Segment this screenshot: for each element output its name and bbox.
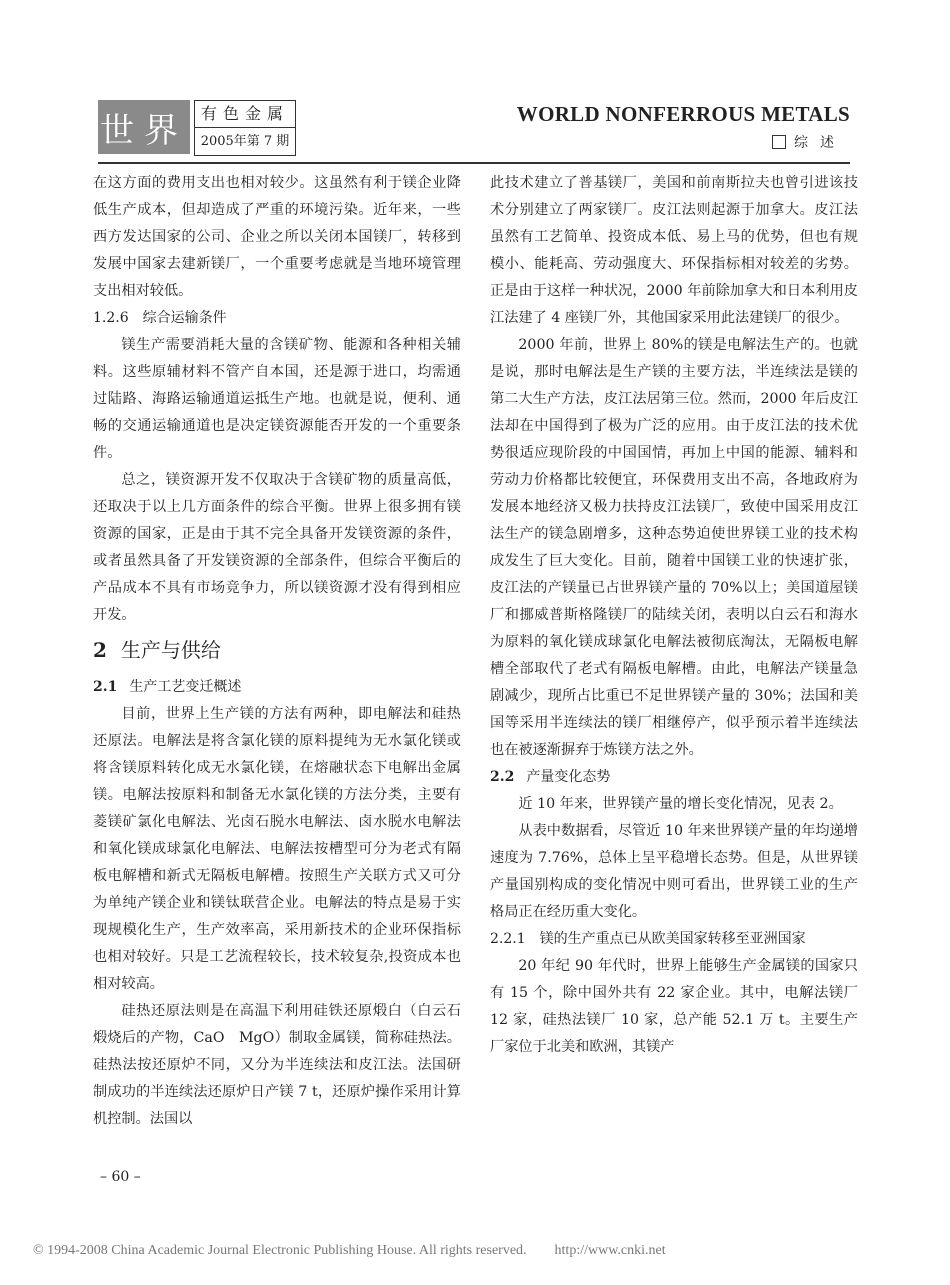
paragraph: 此技术建立了普基镁厂，美国和前南斯拉夫也曾引进该技术分别建立了两家镁厂。皮江法则起源于加拿大。皮江法虽然有工艺简单、投资成本低、易上马的优势，但也有规模小、能耗高、劳动强度大、环保指标相对较差的劣势。正是由于这样一种状况，2000 年前除加拿大和日本利用皮江法建了 4 座镁厂外，其他国家采用此法建镁厂的很少。 — [490, 175, 858, 326]
journal-header — [98, 100, 850, 156]
section-number: 2 — [93, 638, 107, 662]
journal-issue: 2005年第 7 期 — [200, 134, 290, 149]
header-rule — [98, 162, 850, 164]
paragraph: 目前，世界上生产镁的方法有两种，即电解法和硅热还原法。电解法是将含氯化镁的原料提纯为无水氯化镁或将含镁原料转化成无水氯化镁，在熔融状态下电解出金属镁。电解法按原料和制备无水氯化镁的方法分类，主要有菱镁矿氯化电解法、光卤石脱水电解法、卤水脱水电解法和氧化镁成球氯化电解法、电解法按槽型可分为老式有隔板电解槽和新式无隔板电解槽。按照生产关联方式又可分为单纯产镁企业和镁钛联营企业。电解法的特点是易于实现规模化生产，生产效率高，采用新技术的企业环保指标也相对较好。只是工艺流程较长，技术较复杂,投资成本也相对较高。 — [93, 706, 461, 992]
subsection-heading: 1.2.6 综合运输条件 — [93, 310, 227, 326]
square-icon — [772, 135, 786, 149]
section-tag — [772, 132, 846, 152]
subsection-number: 2.1 — [93, 679, 118, 695]
journal-logo: 世界 — [98, 100, 190, 154]
paragraph: 硅热还原法则是在高温下利用硅铁还原煅白（白云石煅烧后的产物，CaO MgO）制取金属镁，简称硅热法。硅热法按还原炉不同，又分为半连续法和皮江法。法国研制成功的半连续法还原炉日产镁 7 t，还原炉操作采用计算机控制。法国以 — [93, 1003, 461, 1127]
page-number: – 60 – — [100, 1169, 141, 1185]
section-heading — [93, 637, 461, 664]
subsection-title: 生产工艺变迁概述 — [129, 679, 242, 695]
copyright-footer: © 1994-2008 China Academic Journal Electronic Publishing House. All rights reserved. http://www.cnki.net — [33, 1243, 666, 1258]
left-column — [93, 170, 461, 1133]
section-label: 综述 — [794, 135, 846, 151]
subsection-title: 产量变化态势 — [526, 769, 611, 785]
subsection-heading — [93, 674, 461, 701]
paragraph: 总之，镁资源开发不仅取决于含镁矿物的质量高低，还取决于以上几方面条件的综合平衡。世界上很多拥有镁资源的国家，正是由于其不完全具备开发镁资源的条件，或者虽然具备了开发镁资源的全部条件，但综合平衡后的产品成本不具有市场竞争力，所以镁资源才没有得到相应开发。 — [93, 472, 461, 623]
subsection-heading: 2.2.1 镁的生产重点已从欧美国家转移至亚洲国家 — [490, 931, 806, 947]
right-column — [490, 170, 858, 1061]
journal-logo-subtitle: 有色金属 — [195, 101, 295, 128]
paragraph: 20 年纪 90 年代时，世界上能够生产金属镁的国家只有 15 个，除中国外共有 22 家企业。其中，电解法镁厂 12 家，硅热法镁厂 10 家，总产能 52.1 万 t。主要生产厂家位于北美和欧洲，其镁产 — [490, 958, 858, 1055]
paragraph: 镁生产需要消耗大量的含镁矿物、能源和各种相关辅料。这些原辅材料不管产自本国，还是源于进口，均需通过陆路、海路运输通道运抵生产地。也就是说，便利、通畅的交通运输通道也是决定镁资源能否开发的一个重要条件。 — [93, 337, 461, 461]
subsection-number: 2.2 — [490, 769, 515, 785]
paragraph: 从表中数据看，尽管近 10 年来世界镁产量的年均递增速度为 7.76%，总体上呈平稳增长态势。但是，从世界镁产量国别构成的变化情况中则可看出，世界镁工业的生产格局正在经历重大变化。 — [490, 823, 858, 920]
paragraph: 在这方面的费用支出也相对较少。这虽然有利于镁企业降低生产成本，但却造成了严重的环境污染。近年来，一些西方发达国家的公司、企业之所以关闭本国镁厂，转移到发展中国家去建新镁厂，一个重要考虑就是当地环境管理支出相对较低。 — [93, 175, 461, 299]
paragraph: 近 10 年来，世界镁产量的增长变化情况，见表 2。 — [518, 796, 843, 812]
subsection-heading — [490, 764, 858, 791]
journal-logo-sub — [194, 100, 296, 156]
journal-title-en: WORLD NONFERROUS METALS — [516, 102, 850, 126]
paragraph: 2000 年前，世界上 80%的镁是电解法生产的。也就是说，那时电解法是生产镁的主要方法，半连续法是镁的第二大生产方法，皮江法居第三位。然而，2000 年后皮江法却在中国得到了极为广泛的应用。由于皮江法的技术优势很适应现阶段的中国国情，再加上中国的能源、辅料和劳动力价格都比较便宜，环保费用支出不高，各地政府为发展本地经济又极力扶持皮江法镁厂，致使中国采用皮江法生产的镁急剧增多，这种态势迫使世界镁工业的技术构成发生了巨大变化。目前，随着中国镁工业的快速扩张，皮江法的产镁量已占世界镁产量的 70%以上；美国道屋镁厂和挪威普斯格隆镁厂的陆续关闭，表明以白云石和海水为原料的氧化镁成球氯化电解法被彻底淘汰，无隔板电解槽全部取代了老式有隔板电解槽。由此，电解法产镁量急剧减少，现所占比重已不足世界镁产量的 30%；法国和美国等采用半连续法的镁厂相继停产，似乎预示着半连续法也在被逐渐摒弃于炼镁方法之外。 — [490, 337, 858, 758]
section-title: 生产与供给 — [120, 638, 221, 662]
